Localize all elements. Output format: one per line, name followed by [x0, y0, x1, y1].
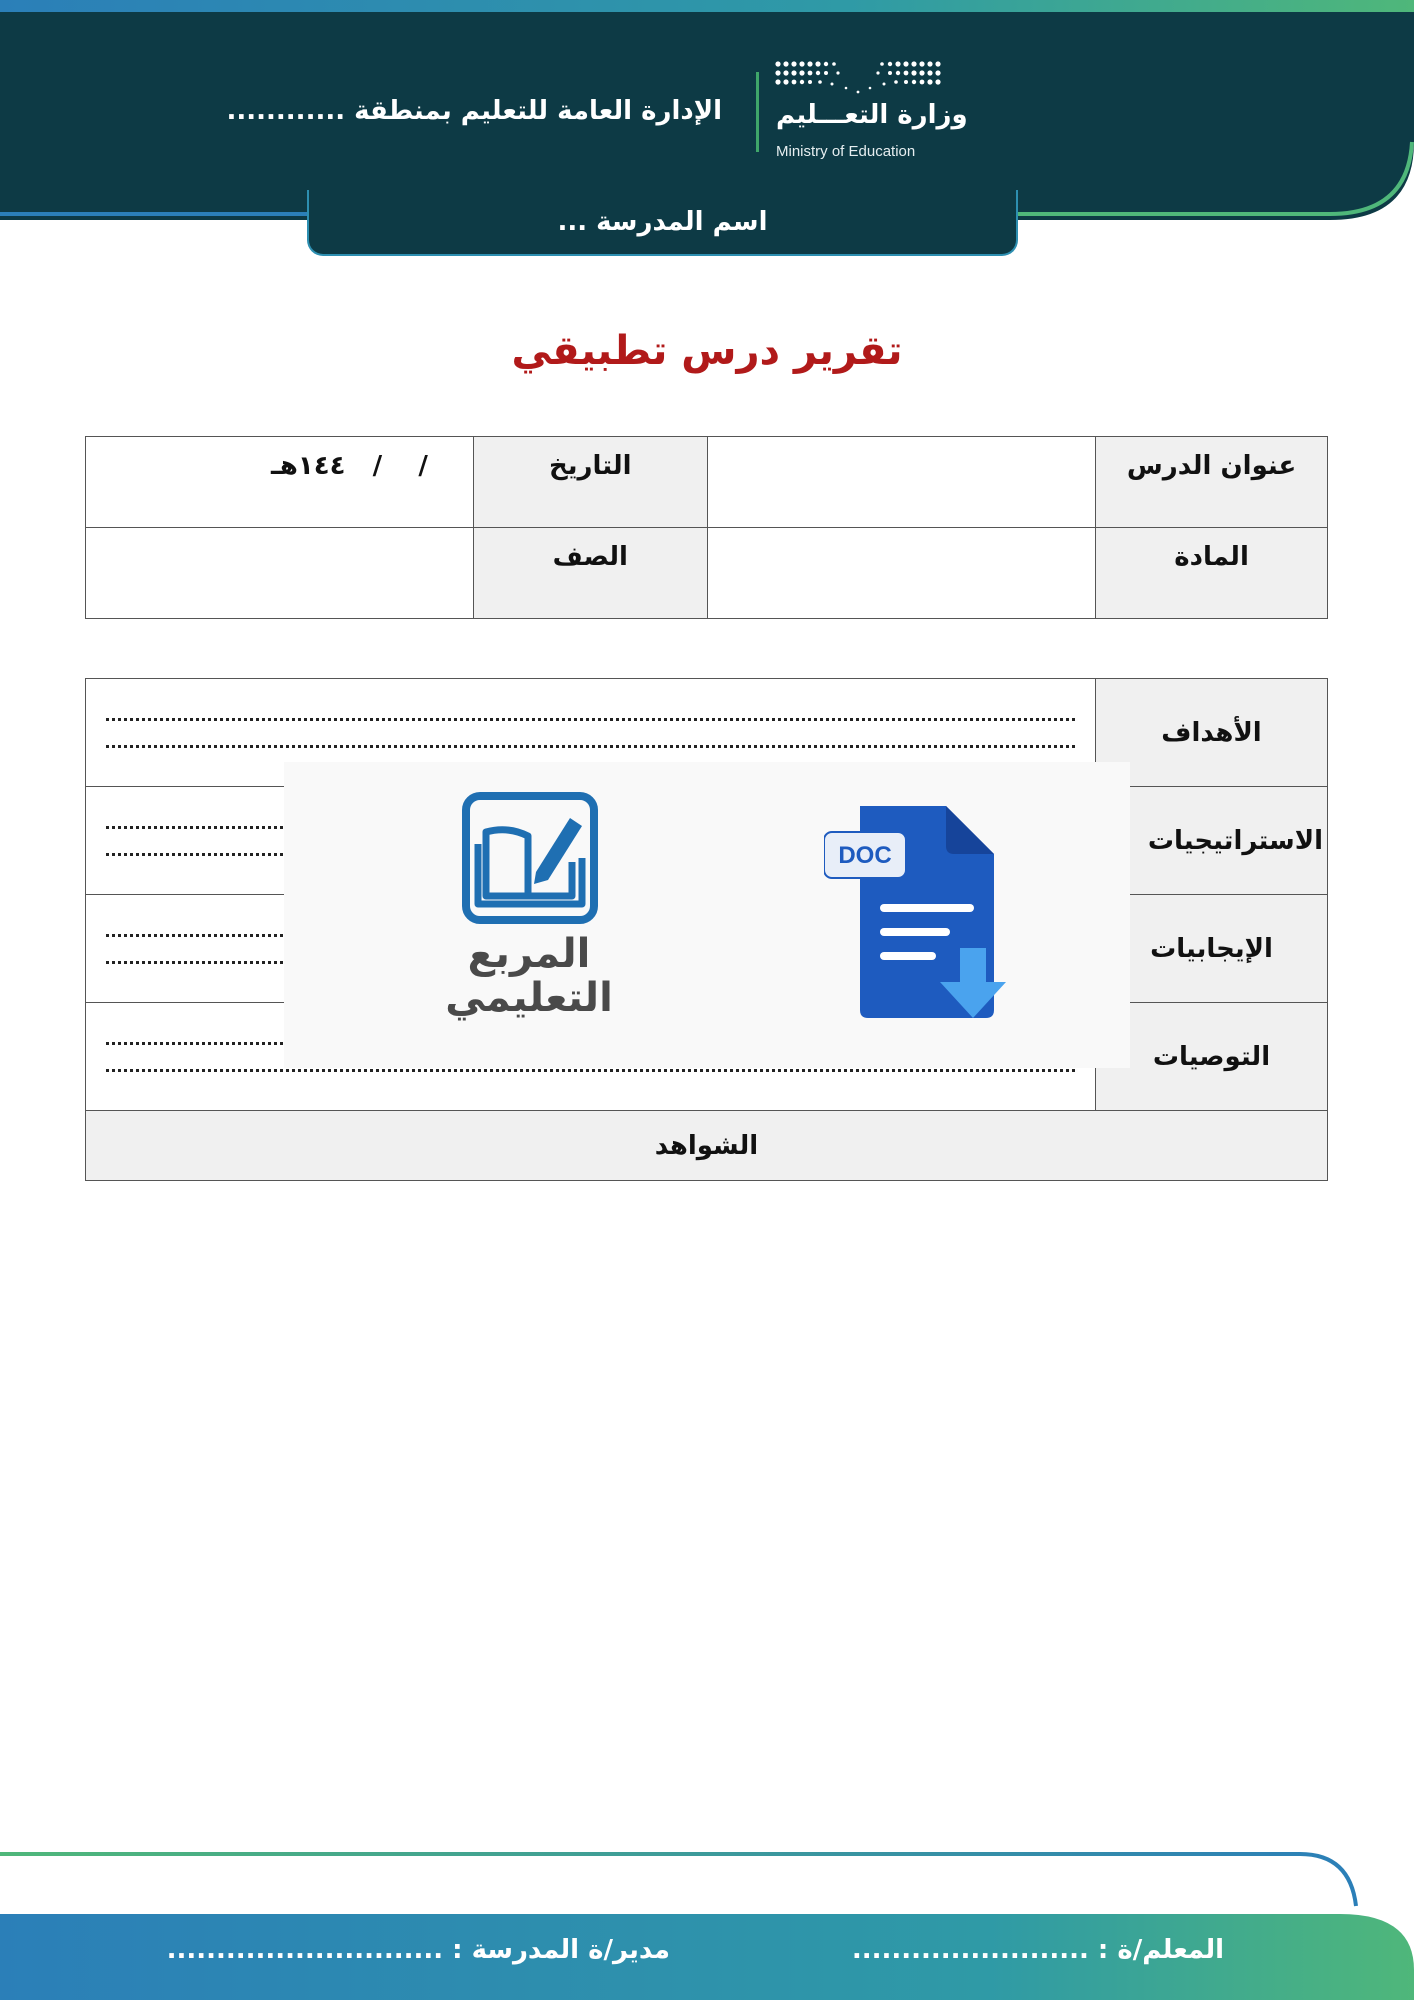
lesson-info-table — [85, 436, 1328, 619]
recommendations-label-cell: التوصيات — [1096, 1003, 1328, 1111]
watermark-overlay[interactable] — [284, 762, 1130, 1068]
lesson-title-label-cell: عنوان الدرس — [1096, 437, 1328, 528]
region-label: الإدارة العامة للتعليم بمنطقة ............ — [226, 96, 722, 126]
book-pencil-icon — [462, 792, 598, 924]
date-label-cell: التاريخ — [473, 437, 707, 528]
footer-background — [0, 1840, 1414, 2000]
subject-label-cell: المادة — [1096, 528, 1328, 619]
table-row — [86, 437, 1328, 528]
date-value-cell[interactable] — [86, 437, 474, 528]
brand-name — [394, 932, 664, 1020]
logo-divider — [756, 72, 759, 152]
ministry-name-english: Ministry of Education — [776, 143, 916, 160]
teacher-signature-label: المعلم/ة : ........................ — [851, 1935, 1224, 1965]
subject-value-cell[interactable] — [707, 528, 1095, 619]
school-name-tab — [307, 190, 1018, 256]
doc-download-icon — [824, 806, 1044, 1032]
header-top-stripe — [0, 0, 1414, 12]
strategies-label-cell: الاستراتيجيات — [1096, 787, 1328, 895]
ministry-name-arabic: وزارة التعـــليم — [776, 100, 968, 130]
document-title: تقرير درس تطبيقي — [511, 328, 903, 374]
doc-badge: DOC — [838, 842, 892, 869]
principal-signature-label: مدير/ة المدرسة : ............................ — [166, 1935, 670, 1965]
brand-name-line1: المربع — [467, 931, 591, 977]
table-row — [86, 1111, 1328, 1181]
grade-value-cell[interactable] — [86, 528, 474, 619]
dotted-line — [106, 745, 1075, 748]
objectives-label-cell: الأهداف — [1096, 679, 1328, 787]
brand-name-line2: التعليمي — [445, 975, 613, 1021]
lesson-title-value-cell[interactable] — [707, 437, 1095, 528]
dotted-line — [106, 1069, 1075, 1072]
table-row — [86, 528, 1328, 619]
date-value: / / ١٤٤هـ — [270, 451, 428, 481]
evidence-header-cell: الشواهد — [86, 1111, 1328, 1181]
grade-label-cell: الصف — [473, 528, 707, 619]
school-name-label: اسم المدرسة ... — [557, 207, 768, 237]
dotted-line — [106, 718, 1075, 721]
positives-label-cell: الإيجابيات — [1096, 895, 1328, 1003]
